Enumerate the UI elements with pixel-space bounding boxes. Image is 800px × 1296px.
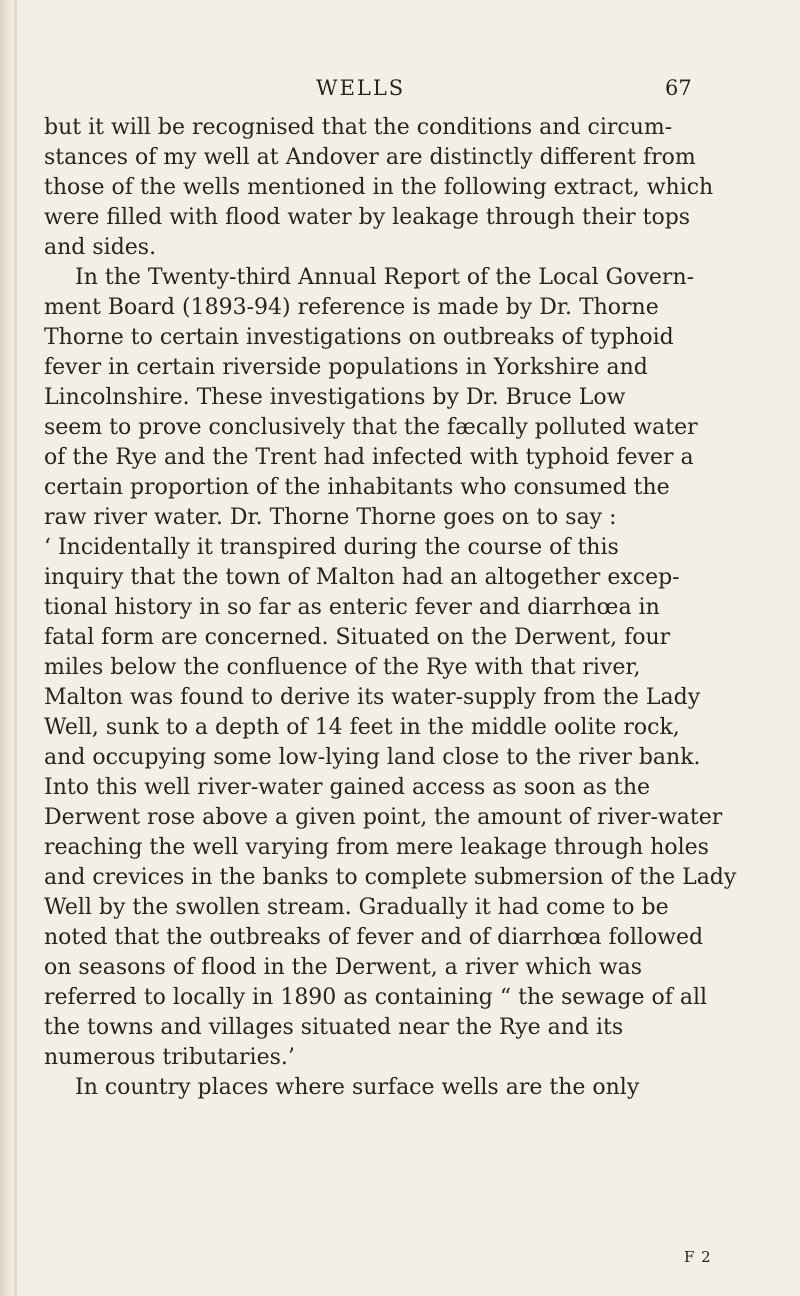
text-line: certain proportion of the inhabitants who consumed the <box>44 475 670 500</box>
text-line: Lincolnshire. These investigations by Dr. Bruce Low <box>44 385 626 410</box>
text-line: tional history in so far as enteric fever and diarrhœa in <box>44 595 660 620</box>
text-line: Thorne to certain investigations on outbreaks of typhoid <box>44 325 674 350</box>
text-line: and occupying some low-lying land close to the river bank. <box>44 745 701 770</box>
text-line: those of the wells mentioned in the following extract, which <box>44 175 714 200</box>
text-line: on seasons of flood in the Derwent, a river which was <box>44 955 643 980</box>
text-line: ment Board (1893-94) reference is made by Dr. Thorne <box>44 295 659 320</box>
text-line: Well by the swollen stream. Gradually it had come to be <box>44 895 669 920</box>
running-head <box>0 76 800 106</box>
text-line: Well, sunk to a depth of 14 feet in the middle oolite rock, <box>44 715 680 740</box>
text-line: numerous tributaries.’ <box>44 1045 295 1070</box>
text-line: In country places where surface wells are the only <box>75 1075 640 1100</box>
text-line: the towns and villages situated near the Rye and its <box>44 1015 624 1040</box>
text-line: Malton was found to derive its water-supply from the Lady <box>44 685 701 710</box>
signature-mark: F 2 <box>684 1248 712 1266</box>
text-line: stances of my well at Andover are distinctly different from <box>44 145 696 170</box>
text-line: raw river water. Dr. Thorne Thorne goes on to say : <box>44 505 617 530</box>
text-line: miles below the confluence of the Rye with that river, <box>44 655 641 680</box>
text-line: of the Rye and the Trent had infected with typhoid fever a <box>44 445 694 470</box>
page-number: 67 <box>665 76 692 100</box>
text-line: seem to prove conclusively that the fæcally polluted water <box>44 415 698 440</box>
text-line: but it will be recognised that the conditions and circum- <box>44 115 673 140</box>
page-binding-shadow <box>14 0 17 1296</box>
text-line: were filled with flood water by leakage through their tops <box>44 205 691 230</box>
text-line: ‘ Incidentally it transpired during the course of this <box>44 535 619 560</box>
text-line: inquiry that the town of Malton had an altogether excep- <box>44 565 680 590</box>
text-line: reaching the well varying from mere leakage through holes <box>44 835 709 860</box>
text-line: and sides. <box>44 235 157 260</box>
page-title: WELLS <box>316 76 406 100</box>
text-line: In the Twenty-third Annual Report of the Local Govern- <box>75 265 695 290</box>
text-line: Derwent rose above a given point, the amount of river-water <box>44 805 723 830</box>
text-line: fever in certain riverside populations in Yorkshire and <box>44 355 648 380</box>
text-line: fatal form are concerned. Situated on the Derwent, four <box>44 625 671 650</box>
text-line: referred to locally in 1890 as containing “ the sewage of all <box>44 985 708 1010</box>
text-line: Into this well river-water gained access as soon as the <box>44 775 651 800</box>
text-line: and crevices in the banks to complete submersion of the Lady <box>44 865 737 890</box>
text-line: noted that the outbreaks of fever and of diarrhœa followed <box>44 925 704 950</box>
